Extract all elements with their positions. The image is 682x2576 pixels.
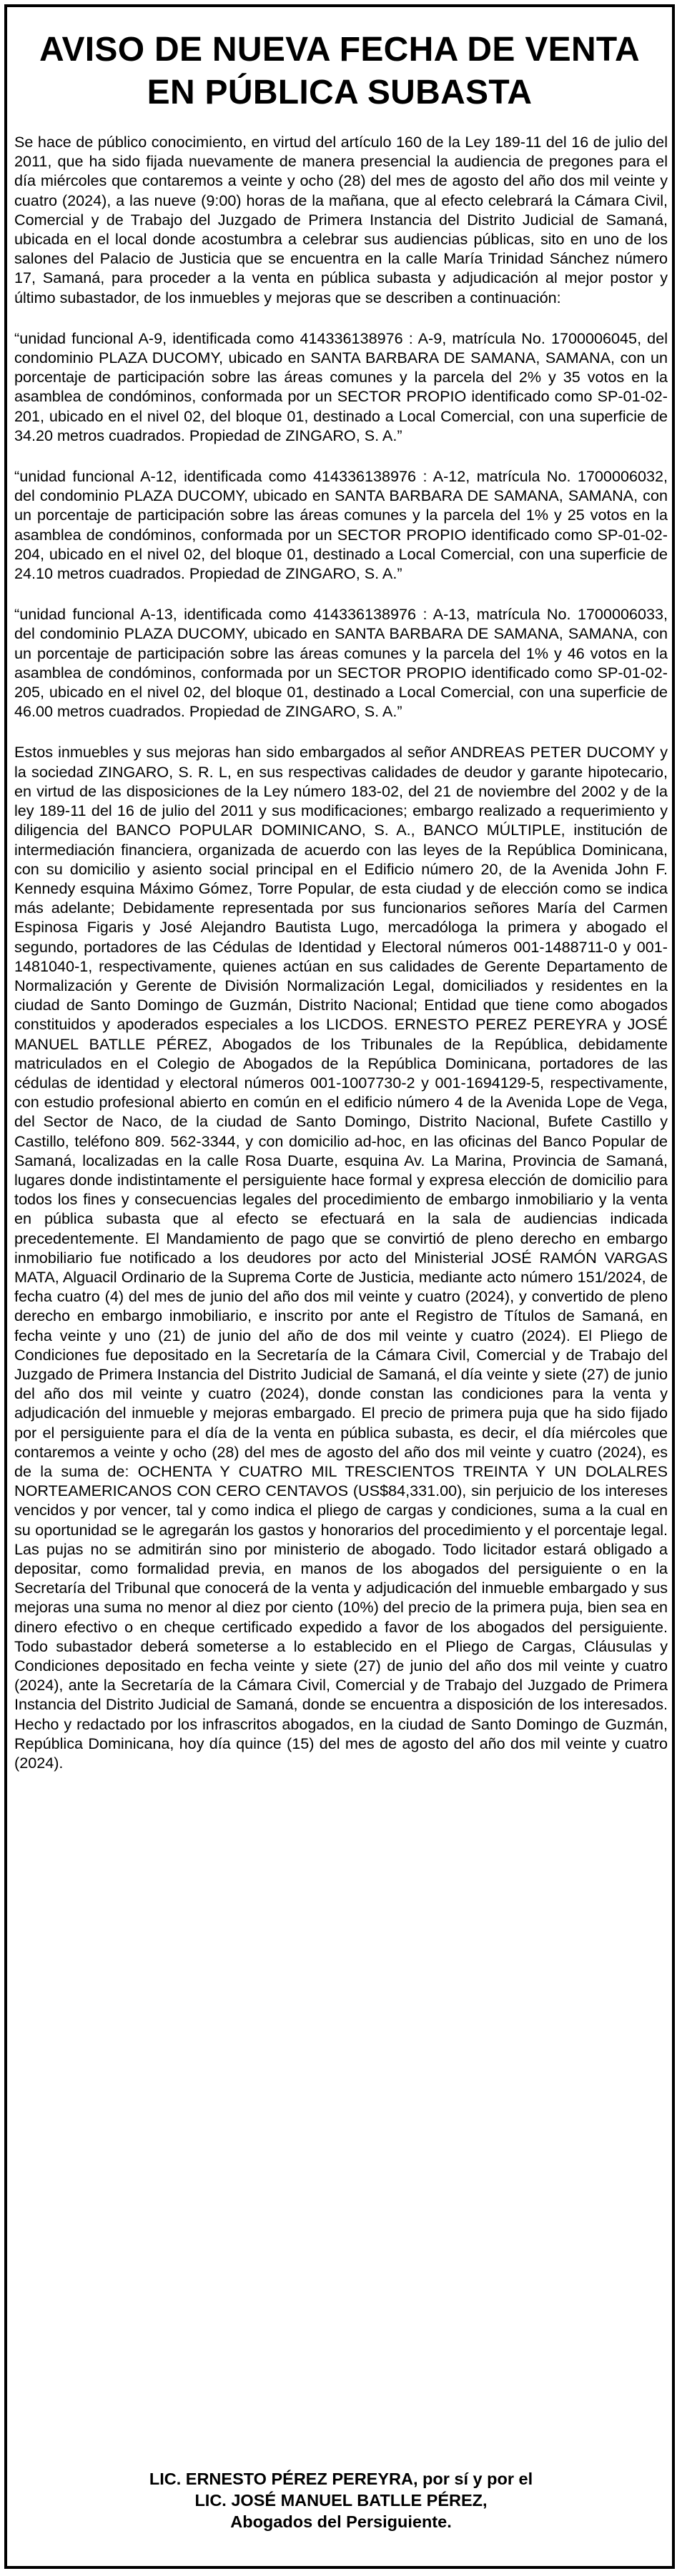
notice-body bbox=[14, 132, 668, 1772]
intro-paragraph: Se hace de público conocimiento, en virtud del artículo 160 de la Ley 189-11 del 16 de julio del 2011, que ha sido fijada nuevamente de manera presencial la audiencia de pregones para el día miércoles que contaremos a veinte y ocho (28) del mes de agosto del año dos mil veinte y cuatro (2024), a las nueve (9:00) horas de la mañana, que al efecto celebrará la Cámara Civil, Comercial y de Trabajo del Juzgado de Primera Instancia del Distrito Judicial de Samaná, ubicada en el local donde acostumbra a celebrar sus audiencias públicas, sito en uno de los salones del Palacio de Justicia que se encuentra en la calle María Trinidad Sánchez número 17, Samaná, para proceder a la venta en pública subasta y adjudicación al mejor postor y último subastador, de los inmuebles y mejoras que se describen a continuación: bbox=[14, 133, 668, 306]
title-line-2: EN PÚBLICA SUBASTA bbox=[147, 74, 533, 111]
signature-line-1: LIC. ERNESTO PÉREZ PEREYRA, por sí y por el bbox=[149, 2470, 533, 2488]
signature-block bbox=[0, 2468, 682, 2532]
notice-title bbox=[7, 29, 672, 114]
property-a13-paragraph: “unidad funcional A-13, identificada como 414336138976 : A-13, matrícula No. 1700006033, del condominio PLAZA DUCOMY, ubicado en SANTA BARBARA DE SAMANA, SAMANA, con un porcentaje de participación sobre las áreas comunes y la parcela del 1% y 46 votos en la asamblea de condóminos, conformada por un SECTOR PROPIO identificado como SP-01-02-205, ubicado en el nivel 02, del bloque 01, destinado a Local Comercial, con una superficie de 46.00 metros cuadrados. Propiedad de ZINGARO, S. A.” bbox=[14, 605, 668, 721]
signature-line-2: LIC. JOSÉ MANUEL BATLLE PÉREZ, bbox=[194, 2491, 488, 2510]
main-body-paragraph: Estos inmuebles y sus mejoras han sido embargados al señor ANDREAS PETER DUCOMY y la sociedad ZINGARO, S. R. L, en sus respectivas calidades de deudor y garante hipotecario, en virtud de las disposiciones de la Ley número 183-02, del 21 de noviembre del 2002 y de la ley 189-11 del 16 de julio del 2011 y sus modificaciones; embargo realizado a requerimiento y diligencia del BANCO POPULAR DOMINICANO, S. A., BANCO MÚLTIPLE, institución de intermediación financiera, organizada de acuerdo con las leyes de la República Dominicana, con su domicilio y asiento social principal en el Edificio número 20, de la Avenida John F. Kennedy esquina Máximo Gómez, Torre Popular, de esta ciudad y de elección como se indica más adelante; Debidamente representada por sus funcionarios señores María del Carmen Espinosa Figaris y José Alejandro Bautista Lugo, mercadóloga la primera y abogado el segundo, portadores de las Cédulas de Identidad y Electoral números 001-1488711-0 y 001-1481040-1, respectivamente, quienes actúan en sus calidades de Gerente Departamento de Normalización y Gerente de División Normalización Legal, domiciliados y residentes en la ciudad de Santo Domingo de Guzmán, Distrito Nacional; Entidad que tiene como abogados constituidos y apoderados especiales a los LICDOS. ERNESTO PEREZ PEREYRA y JOSÉ MANUEL BATLLE PÉREZ, Abogados de los Tribunales de la República, debidamente matriculados en el Colegio de Abogados de la República Dominicana, portadores de las cédulas de identidad y electoral números 001-1007730-2 y 001-1694129-5, respectivamente, con estudio profesional abierto en común en el edificio número 4 de la Avenida Lope de Vega, del Sector de Naco, de la ciudad de Santo Domingo, Distrito Nacional, Bufete Castillo y Castillo, teléfono 809. 562-3344, y con domicilio ad-hoc, en las oficinas del Banco Popular de Samaná, localizadas en la calle Rosa Duarte, esquina Av. La Marina, Provincia de Samaná, lugares donde indistintamente el persiguiente hace formal y expresa elección de domicilio para todos los fines y consecuencias legales del procedimiento de embargo inmobiliario y la venta en pública subasta que al efecto se efectuará en la sala de audiencias indicada precedentemente. El Mandamiento de pago que se convirtió de pleno derecho en embargo inmobiliario fue notificado a los deudores por acto del Ministerial JOSÉ RAMÓN VARGAS MATA, Alguacil Ordinario de la Suprema Corte de Justicia, mediante acto número 151/2024, de fecha cuatro (4) del mes de junio del año dos mil veinte y cuatro (2024), y convertido de pleno derecho en embargo inmobiliario, e inscrito por ante el Registro de Títulos de Samaná, en fecha veinte y uno (21) de junio del año de dos mil veinte y cuatro (2024). El Pliego de Condiciones fue depositado en la Secretaría de la Cámara Civil, Comercial y de Trabajo del Juzgado de Primera Instancia del Distrito Judicial de Samaná, el día veinte y siete (27) de junio del año dos mil veinte y cuatro (2024), donde constan las condiciones para la venta y adjudicación del inmueble y mejoras embargado. El precio de primera puja que ha sido fijado por el persiguiente para el día de la venta en pública subasta, es decir, el día miércoles que contaremos a veinte y ocho (28) del mes de agosto del año dos mil veinte y cuatro (2024), es de la suma de: OCHENTA Y CUATRO MIL TRESCIENTOS TREINTA Y UN DOLALRES NORTEAMERICANOS CON CERO CENTAVOS (US$84,331.00), sin perjuicio de los intereses vencidos y por vencer, tal y como indica el pliego de cargas y condiciones, suma a la cual en su oportunidad se le agregarán los gastos y honorarios del procedimiento y el porcentaje legal. Las pujas no se admitirán sino por ministerio de abogado. Todo licitador estará obligado a depositar, como formalidad previa, en manos de los abogados del persiguiente o en la Secretaría del Tribunal que conocerá de la venta y adjudicación del inmueble embargado y sus mejoras una suma no menor al diez por ciento (10%) del precio de la primera puja, bien sea en dinero efectivo o en cheque certificado expedido a favor de los abogados del persiguiente. Todo subastador deberá someterse a lo establecido en el Pliego de Cargas, Cláusulas y Condiciones depositado en fecha veinte y siete (27) de junio del año dos mil veinte y cuatro (2024), ante la Secretaría de la Cámara Civil, Comercial y de Trabajo del Juzgado de Primera Instancia del Distrito Judicial de Samaná, donde se encuentra a disposición de los interesados. Hecho y redactado por los infrascritos abogados, en la ciudad de Santo Domingo de Guzmán, República Dominicana, hoy día quince (15) del mes de agosto del año dos mil veinte y cuatro (2024). bbox=[14, 743, 668, 1772]
property-a9-paragraph: “unidad funcional A-9, identificada como 414336138976 : A-9, matrícula No. 1700006045, del condominio PLAZA DUCOMY, ubicado en SANTA BARBARA DE SAMANA, SAMANA, con un porcentaje de participación sobre las áreas comunes y la parcela del 2% y 35 votos en la asamblea de condóminos, conformada por un SECTOR PROPIO identificado como SP-01-02-201, ubicado en el nivel 02, del bloque 01, destinado a Local Comercial, con una superficie de 34.20 metros cuadrados. Propiedad de ZINGARO, S. A.” bbox=[14, 329, 668, 444]
signature-line-3: Abogados del Persiguiente. bbox=[230, 2512, 452, 2531]
title-line-1: AVISO DE NUEVA FECHA DE VENTA bbox=[39, 31, 640, 69]
property-a12-paragraph: “unidad funcional A-12, identificada como 414336138976 : A-12, matrícula No. 1700006032, del condominio PLAZA DUCOMY, ubicado en SANTA BARBARA DE SAMANA, SAMANA, con un porcentaje de participación sobre las áreas comunes y la parcela del 1% y 25 votos en la asamblea de condóminos, conformada por un SECTOR PROPIO identificado como SP-01-02-204, ubicado en el nivel 02, del bloque 01, destinado a Local Comercial, con una superficie de 24.10 metros cuadrados. Propiedad de ZINGARO, S. A.” bbox=[14, 467, 668, 583]
